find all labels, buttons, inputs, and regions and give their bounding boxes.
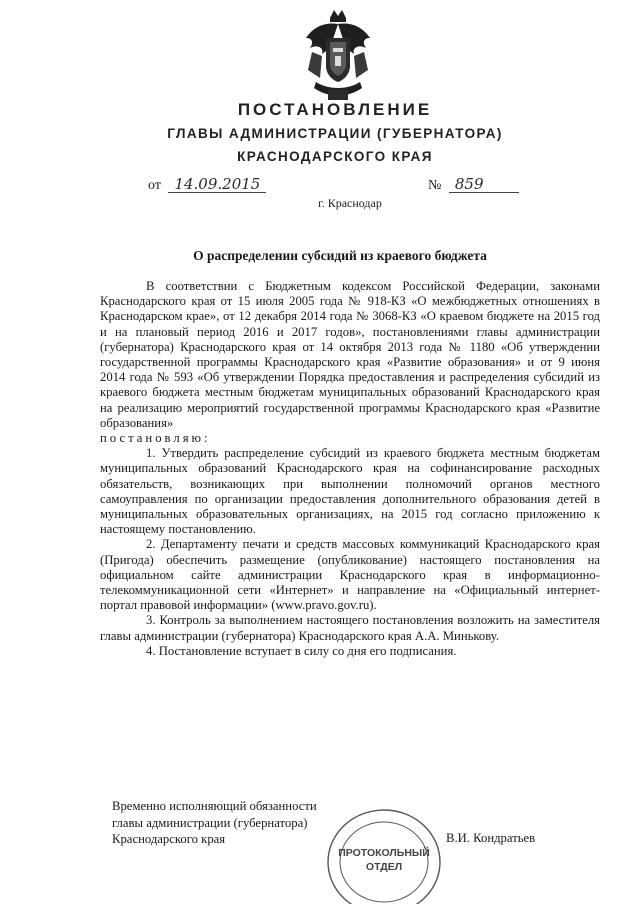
- clause-1: 1. Утвердить распределение субсидий из краевого бюджета местным бюджетам муниципальных образований Краснодарского края на софинансирование расходных обязательств, возникающих при выполнении полномочий органов местного самоуправления по организации предоставления дополнительного образования детей в муниципальных образовательных организациях, на 2015 год согласно приложению к настоящему постановлению.: [100, 446, 600, 537]
- stamp-line1: ПРОТОКОЛЬНЫЙ: [338, 847, 430, 859]
- stamp-line2: ОТДЕЛ: [365, 861, 403, 873]
- signer-name: В.И. Кондратьев: [446, 831, 536, 845]
- signature-block: [112, 798, 317, 848]
- preamble-paragraph: [100, 279, 600, 446]
- resolve-word: постановляю:: [100, 431, 211, 446]
- document-body: [100, 279, 600, 659]
- document-type-heading: ПОСТАНОВЛЕНИЕ: [237, 100, 433, 119]
- clause-2: 2. Департаменту печати и средств массовых коммуникаций Краснодарского края (Пригода) обеспечить размещение (опубликование) настоящего постановления на официальном сайте администрации Краснодарского края в информационно-телекоммуникационной сети «Интернет» и направление на «Официальный интернет-портал правовой информации» (www.pravo.gov.ru).: [100, 537, 600, 613]
- city-label: г. Краснодар: [318, 196, 382, 210]
- number-row: [428, 176, 519, 194]
- signer-position-line2: главы администрации (губернатора): [112, 815, 308, 830]
- date-row: [148, 176, 266, 194]
- date-label: от: [148, 178, 161, 193]
- issuer-heading: ГЛАВЫ АДМИНИСТРАЦИИ (ГУБЕРНАТОРА): [167, 126, 503, 141]
- protocol-department-stamp: [322, 808, 446, 904]
- number-value: 859: [449, 176, 519, 193]
- signer-position-line3: Краснодарского края: [112, 832, 226, 846]
- date-value: 14.09.2015: [168, 176, 266, 193]
- document-title: О распределении субсидий из краевого бюджета: [193, 248, 487, 263]
- clause-3: 3. Контроль за выполнением настоящего постановления возложить на заместителя главы администрации (губернатора) Краснодарского края А.А. Минькову.: [100, 613, 600, 643]
- region-heading: КРАСНОДАРСКОГО КРАЯ: [237, 149, 433, 164]
- preamble-text: В соответствии с Бюджетным кодексом Российской Федерации, законами Краснодарского края от 15 июля 2005 года № 918-КЗ «О межбюджетных отношениях в Краснодарском крае», от 12 декабря 2014 года № 3068-КЗ «О краевом бюджете на 2015 год и на плановый период 2016 и 2017 годов», постановлениями главы администрации (губернатора) Краснодарского края от 14 октября 2013 года № 1180 «Об утверждении государственной программы Краснодарского края «Развитие образования» и от 9 июня 2014 года № 593 «Об утверждении Порядка предоставления и распределения субсидий из краевого бюджета местным бюджетам муниципальных образований Краснодарского края на реализацию мероприятий государственной программы Краснодарского края «Развитие образования»: [100, 279, 600, 430]
- coat-of-arms-emblem: [300, 8, 376, 102]
- number-label: №: [428, 178, 442, 193]
- signer-position-line1: Временно исполняющий обязанности: [112, 799, 317, 813]
- clause-4: 4. Постановление вступает в силу со дня его подписания.: [146, 643, 457, 658]
